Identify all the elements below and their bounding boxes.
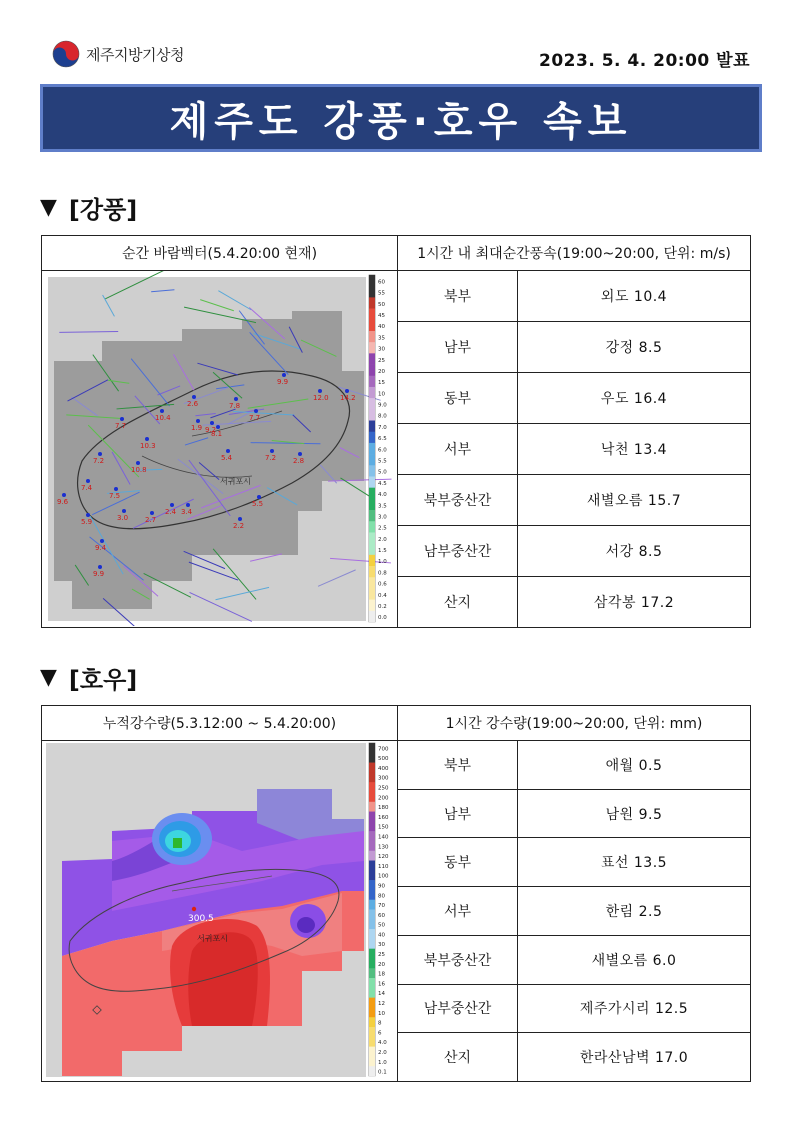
wind-scale-label: 25 xyxy=(378,357,385,364)
wind-scale-label: 0.0 xyxy=(378,615,387,622)
wind-station-label: 14.2 xyxy=(340,394,356,402)
wind-value-1: 강정 8.5 xyxy=(518,322,751,373)
rain-scale-label: 12 xyxy=(378,1000,385,1007)
wind-region-5: 남부중산간 xyxy=(398,526,518,577)
wind-station-label: 8.1 xyxy=(211,430,223,438)
wind-scale-swatch xyxy=(369,499,375,510)
wind-scale-swatch xyxy=(369,353,375,364)
wind-scale-swatch xyxy=(369,555,375,566)
rain-scale-label: 70 xyxy=(378,903,385,910)
rain-scale-swatch xyxy=(369,1056,375,1066)
wind-value-6: 삼각봉 17.2 xyxy=(518,577,751,628)
wind-station-label: 9.2 xyxy=(205,426,217,434)
wind-station-label: 7.2 xyxy=(93,457,105,465)
rain-scale-swatch xyxy=(369,812,375,822)
rain-scale-label: 150 xyxy=(378,824,389,831)
wind-scale-label: 8.0 xyxy=(378,413,387,420)
rain-scale-swatch xyxy=(369,910,375,920)
wind-station-label: 2.2 xyxy=(233,522,245,530)
rain-scale-label: 6 xyxy=(378,1030,382,1037)
rain-scale-label: 10 xyxy=(378,1010,385,1017)
triangle-down-icon: ▼ xyxy=(40,665,57,690)
wind-scale-label: 30 xyxy=(378,346,385,353)
wind-scale-label: 5.0 xyxy=(378,469,387,476)
wind-region-0: 북부 xyxy=(398,271,518,322)
rain-scale-label: 1.0 xyxy=(378,1059,387,1066)
rain-scale-swatch xyxy=(369,958,375,968)
rain-scale-label: 180 xyxy=(378,805,389,812)
wind-station-label: 1.9 xyxy=(191,424,203,432)
wind-scale-label: 15 xyxy=(378,380,385,387)
wind-scale-label: 9.0 xyxy=(378,402,387,409)
wind-station-dot xyxy=(192,395,196,399)
rain-scale-label: 18 xyxy=(378,971,385,978)
taegeuk-emblem-icon xyxy=(52,40,80,68)
wind-section-label: [강풍] xyxy=(68,196,138,224)
wind-station-dot xyxy=(62,493,66,497)
wind-station-dot xyxy=(318,389,322,393)
wind-scale-label: 2.0 xyxy=(378,536,387,543)
rain-scale-label: 500 xyxy=(378,756,389,763)
rain-scale-label: 60 xyxy=(378,912,385,919)
wind-station-dot xyxy=(282,373,286,377)
rain-scale-swatch xyxy=(369,1066,375,1076)
wind-station-dot xyxy=(234,397,238,401)
rain-scale-label: 20 xyxy=(378,961,385,968)
rain-value-5: 제주가시리 12.5 xyxy=(518,984,751,1033)
wind-scale-label: 20 xyxy=(378,368,385,375)
rain-scale-swatch xyxy=(369,1037,375,1047)
wind-scale-label: 4.0 xyxy=(378,492,387,499)
wind-station-dot xyxy=(216,425,220,429)
wind-station-label: 7.2 xyxy=(265,454,277,462)
rain-scale-swatch xyxy=(369,968,375,978)
rain-region-1: 남부 xyxy=(398,789,518,838)
wind-scale-label: 3.0 xyxy=(378,514,387,521)
rain-scale-swatch xyxy=(369,939,375,949)
rain-scale-swatch xyxy=(369,753,375,763)
wind-station-dot xyxy=(170,503,174,507)
wind-scale-swatch xyxy=(369,309,375,320)
rain-scale-label: 16 xyxy=(378,981,385,988)
wind-station-dot xyxy=(100,539,104,543)
wind-scale-swatch xyxy=(369,488,375,499)
wind-scale-label: 35 xyxy=(378,335,385,342)
wind-station-dot xyxy=(298,452,302,456)
wind-map-cell xyxy=(42,271,398,628)
rain-city-label: 서귀포시 xyxy=(197,934,228,943)
wind-station-label: 3.0 xyxy=(117,514,129,522)
rain-scale-swatch xyxy=(369,988,375,998)
rain-scale-label: 25 xyxy=(378,952,385,959)
rain-scale-label: 0.1 xyxy=(378,1069,387,1076)
wind-station-dot xyxy=(196,419,200,423)
rain-scale-label: 4.0 xyxy=(378,1040,387,1047)
rain-scale-swatch xyxy=(369,743,375,753)
wind-scale-label: 5.5 xyxy=(378,458,387,465)
wind-scale-swatch xyxy=(369,376,375,387)
wind-scale-label: 55 xyxy=(378,290,385,297)
rain-scale-label: 140 xyxy=(378,834,389,841)
wind-scale-label: 40 xyxy=(378,324,385,331)
rain-table xyxy=(41,705,751,1082)
rain-table-header: 1시간 강수량(19:00~20:00, 단위: mm) xyxy=(398,706,751,741)
rain-scale-swatch xyxy=(369,763,375,773)
wind-scale-label: 7.0 xyxy=(378,424,387,431)
rain-scale-swatch xyxy=(369,802,375,812)
wind-station-dot xyxy=(86,513,90,517)
wind-station-label: 12.0 xyxy=(313,394,329,402)
rain-scale-label: 8 xyxy=(378,1020,382,1027)
rain-scale-label: 110 xyxy=(378,863,389,870)
rain-scale-label: 100 xyxy=(378,873,389,880)
wind-region-4: 북부중산간 xyxy=(398,475,518,526)
wind-scale-swatch xyxy=(369,275,375,286)
wind-scale-swatch xyxy=(369,544,375,555)
rain-value-6: 한라산남벽 17.0 xyxy=(518,1033,751,1082)
wind-section-heading xyxy=(40,190,137,225)
wind-color-scale xyxy=(369,275,387,622)
rain-scale-label: 250 xyxy=(378,785,389,792)
rain-value-1: 남원 9.5 xyxy=(518,789,751,838)
wind-scale-swatch xyxy=(369,521,375,532)
wind-region-2: 동부 xyxy=(398,373,518,424)
wind-scale-label: 60 xyxy=(378,279,385,286)
rain-scale-swatch xyxy=(369,900,375,910)
wind-scale-swatch xyxy=(369,365,375,376)
rain-map-header: 누적강수량(5.3.12:00 ~ 5.4.20:00) xyxy=(42,706,398,741)
rain-scale-swatch xyxy=(369,861,375,871)
rain-scale-label: 50 xyxy=(378,922,385,929)
wind-value-0: 외도 10.4 xyxy=(518,271,751,322)
wind-station-label: 7.4 xyxy=(81,484,93,492)
wind-station-dot xyxy=(98,565,102,569)
rain-scale-swatch xyxy=(369,890,375,900)
wind-station-label: 10.8 xyxy=(131,466,147,474)
wind-scale-label: 2.5 xyxy=(378,525,387,532)
wind-scale-swatch xyxy=(369,454,375,465)
rain-scale-label: 160 xyxy=(378,814,389,821)
rain-scale-label: 2.0 xyxy=(378,1049,387,1056)
wind-scale-swatch xyxy=(369,443,375,454)
wind-station-dot xyxy=(186,503,190,507)
rain-scale-label: 14 xyxy=(378,991,385,998)
wind-station-label: 2.8 xyxy=(293,457,305,465)
wind-value-2: 우도 16.4 xyxy=(518,373,751,424)
rain-scale-swatch xyxy=(369,792,375,802)
wind-station-label: 9.9 xyxy=(93,570,105,578)
rain-scale-swatch xyxy=(369,1047,375,1057)
rain-scale-swatch xyxy=(369,919,375,929)
wind-station-label: 2.4 xyxy=(165,508,177,516)
wind-station-dot xyxy=(270,449,274,453)
wind-station-label: 9.6 xyxy=(57,498,69,506)
wind-scale-swatch xyxy=(369,398,375,409)
wind-scale-label: 1.0 xyxy=(378,559,387,566)
wind-region-1: 남부 xyxy=(398,322,518,373)
rain-station-label: 300.5 xyxy=(188,914,214,924)
triangle-down-icon: ▼ xyxy=(40,195,57,220)
wind-station-label: 3.4 xyxy=(181,508,193,516)
wind-station-dot xyxy=(136,461,140,465)
wind-scale-swatch xyxy=(369,532,375,543)
wind-station-label: 5.9 xyxy=(81,518,93,526)
rain-scale-swatch xyxy=(369,929,375,939)
org-name: 제주지방기상청 xyxy=(86,45,184,64)
wind-map-header: 순간 바람벡터(5.4.20:00 현재) xyxy=(42,236,398,271)
wind-station-label: 7.7 xyxy=(115,422,127,430)
rain-scale-label: 30 xyxy=(378,942,385,949)
wind-scale-swatch xyxy=(369,588,375,599)
rain-value-4: 새별오름 6.0 xyxy=(518,935,751,984)
wind-scale-label: 1.5 xyxy=(378,548,387,555)
wind-scale-swatch xyxy=(369,566,375,577)
wind-scale-swatch xyxy=(369,409,375,420)
wind-station-dot xyxy=(120,417,124,421)
wind-station-label: 7.8 xyxy=(229,402,241,410)
wind-scale-swatch xyxy=(369,421,375,432)
wind-station-dot xyxy=(86,479,90,483)
wind-table xyxy=(41,235,751,628)
rain-value-2: 표선 13.5 xyxy=(518,838,751,887)
rain-scale-label: 700 xyxy=(378,746,389,753)
wind-scale-swatch xyxy=(369,577,375,588)
rain-region-4: 북부중산간 xyxy=(398,935,518,984)
rain-scale-swatch xyxy=(369,1017,375,1027)
wind-scale-swatch xyxy=(369,600,375,611)
title-banner xyxy=(40,84,762,152)
rain-scale-label: 40 xyxy=(378,932,385,939)
wind-scale-swatch xyxy=(369,432,375,443)
wind-scale-label: 6.0 xyxy=(378,447,387,454)
wind-station-dot xyxy=(238,517,242,521)
wind-scale-swatch xyxy=(369,320,375,331)
rain-scale-label: 120 xyxy=(378,854,389,861)
wind-station-label: 5.5 xyxy=(252,500,264,508)
rain-scale-swatch xyxy=(369,831,375,841)
page-title: 제주도 강풍·호우 속보 xyxy=(169,98,633,145)
wind-scale-label: 45 xyxy=(378,312,385,319)
rain-scale-label: 400 xyxy=(378,765,389,772)
wind-scale-swatch xyxy=(369,286,375,297)
rain-scale-swatch xyxy=(369,782,375,792)
rain-scale-label: 90 xyxy=(378,883,385,890)
wind-scale-label: 50 xyxy=(378,301,385,308)
rain-accumulation-map xyxy=(42,741,397,1081)
wind-city-label: 서귀포시 xyxy=(220,477,251,486)
rain-scale-label: 200 xyxy=(378,795,389,802)
wind-station-dot xyxy=(160,409,164,413)
wind-scale-swatch xyxy=(369,611,375,622)
rain-scale-swatch xyxy=(369,998,375,1008)
rain-region-3: 서부 xyxy=(398,887,518,936)
issue-datetime: 2023. 5. 4. 20:00 발표 xyxy=(539,51,750,71)
rain-region-0: 북부 xyxy=(398,741,518,790)
rain-scale-swatch xyxy=(369,772,375,782)
rain-scale-swatch xyxy=(369,841,375,851)
wind-station-label: 9.9 xyxy=(277,378,289,386)
wind-station-label: 5.4 xyxy=(221,454,233,462)
rain-scale-swatch xyxy=(369,1007,375,1017)
wind-station-dot xyxy=(145,437,149,441)
wind-scale-swatch xyxy=(369,510,375,521)
wind-scale-label: 0.6 xyxy=(378,581,387,588)
wind-scale-label: 6.5 xyxy=(378,436,387,443)
wind-station-dot xyxy=(345,389,349,393)
wind-scale-swatch xyxy=(369,476,375,487)
rain-scale-swatch xyxy=(369,870,375,880)
rain-scale-swatch xyxy=(369,880,375,890)
wind-station-dot xyxy=(257,495,261,499)
wind-scale-swatch xyxy=(369,297,375,308)
wind-station-label: 2.6 xyxy=(187,400,199,408)
wind-station-label: 10.3 xyxy=(140,442,156,450)
wind-scale-swatch xyxy=(369,387,375,398)
rain-scale-label: 300 xyxy=(378,775,389,782)
wind-station-label: 2.7 xyxy=(145,516,157,524)
rain-scale-label: 80 xyxy=(378,893,385,900)
wind-station-dot xyxy=(98,452,102,456)
wind-scale-swatch xyxy=(369,331,375,342)
wind-station-dot xyxy=(226,449,230,453)
rain-scale-label: 130 xyxy=(378,844,389,851)
wind-scale-label: 0.4 xyxy=(378,592,387,599)
rain-region-2: 동부 xyxy=(398,838,518,887)
wind-station-label: 7.5 xyxy=(109,492,121,500)
rain-section-heading xyxy=(40,660,137,695)
wind-station-dot xyxy=(210,421,214,425)
rain-scale-swatch xyxy=(369,978,375,988)
wind-region-6: 산지 xyxy=(398,577,518,628)
wind-table-header: 1시간 내 최대순간풍속(19:00~20:00, 단위: m/s) xyxy=(398,236,751,271)
rain-scale-swatch xyxy=(369,1027,375,1037)
rain-scale-swatch xyxy=(369,851,375,861)
wind-station-dot xyxy=(122,509,126,513)
wind-scale-label: 0.2 xyxy=(378,604,387,611)
rain-section-label: [호우] xyxy=(68,666,138,694)
wind-station-label: 10.4 xyxy=(155,414,171,422)
wind-scale-label: 0.8 xyxy=(378,570,387,577)
rain-region-5: 남부중산간 xyxy=(398,984,518,1033)
wind-region-3: 서부 xyxy=(398,424,518,475)
rain-value-3: 한림 2.5 xyxy=(518,887,751,936)
wind-station-dot xyxy=(150,511,154,515)
wind-vector-map xyxy=(42,271,397,626)
wind-value-5: 서강 8.5 xyxy=(518,526,751,577)
wind-scale-label: 3.5 xyxy=(378,503,387,510)
kma-logo xyxy=(52,40,184,68)
wind-station-dot xyxy=(254,409,258,413)
wind-scale-swatch xyxy=(369,465,375,476)
wind-station-dot xyxy=(114,487,118,491)
wind-value-3: 낙천 13.4 xyxy=(518,424,751,475)
wind-value-4: 새별오름 15.7 xyxy=(518,475,751,526)
rain-scale-swatch xyxy=(369,949,375,959)
rain-map-cell xyxy=(42,741,398,1082)
wind-station-label: 7.7 xyxy=(249,414,261,422)
wind-scale-label: 4.5 xyxy=(378,480,387,487)
rain-region-6: 산지 xyxy=(398,1033,518,1082)
rain-value-0: 애월 0.5 xyxy=(518,741,751,790)
wind-station-label: 9.4 xyxy=(95,544,107,552)
wind-scale-swatch xyxy=(369,342,375,353)
rain-scale-swatch xyxy=(369,821,375,831)
wind-scale-label: 10 xyxy=(378,391,385,398)
